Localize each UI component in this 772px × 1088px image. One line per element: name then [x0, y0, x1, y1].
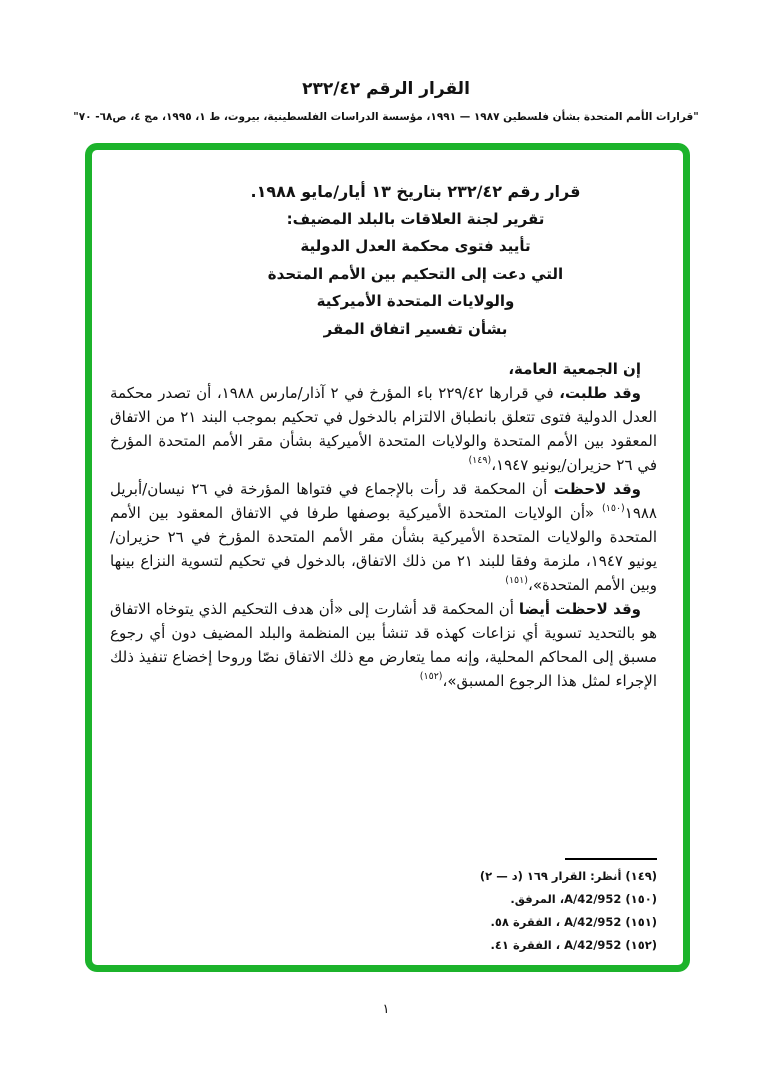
resolution-subheading-3: التي دعت إلى التحكيم بين الأمم المتحدة — [267, 264, 564, 283]
resolution-subheading-2: تأييد فتوى محكمة العدل الدولية — [300, 237, 531, 255]
paragraph-1-text: في قرارها ٢٢٩/٤٢ باء المؤرخ في ٢ آذار/مارس ١٩٨٨، أن تصدر محكمة العدل الدولية فتوى تتعلق بانطباق الالتزام بالدخول في تحكيم بموجب البند ٢١ من الاتفاق المعقود بين الأمم المتحدة والولايات المتحدة الأميركية بشأن مقر الأمم المتحدة المؤرخ في ٢٦ حزيران/يونيو ١٩٤٧، — [110, 384, 658, 474]
footnote-149: (١٤٩) أنظر: القرار ١٦٩ (د — ٢) — [479, 869, 657, 883]
footnote-ref-152: (١٥٢) — [419, 671, 443, 682]
source-citation: "قرارات الأمم المتحدة بشأن فلسطين ١٩٨٧ — ١٩٩١، مؤسسة الدراسات الفلسطينية، بيروت، ط ١، ١٩٩٥، مج ٤، ص٦٨- ٧٠" — [73, 111, 699, 123]
paragraph-3 — [110, 597, 657, 693]
page-number: ١ — [382, 1002, 390, 1017]
paragraph-1 — [110, 381, 657, 477]
resolution-subheading-4: والولايات المتحدة الأميركية — [316, 292, 515, 310]
paragraph-3-text: أن المحكمة قد أشارت إلى «أن هدف التحكيم الذي يتوخاه الاتفاق هو بالتحديد تسوية أي نزاعات كهذه قد تنشأ بين المنظمة والبلد المضيف دون أي رجوع مسبق إلى المحاكم المحلية، وإنه مما يتعارض مع ذلك الاتفاق نصّا وروحا إخضاع تنفيذ ذلك الإجراء لمثل هذا الرجوع المسبق»، — [110, 600, 657, 690]
paragraph-2 — [110, 477, 657, 597]
footnote-152: (١٥٢) A/42/952 ، الفقرة ٤١. — [490, 938, 657, 952]
paragraph-2-quote: «أن الولايات المتحدة الأميركية بوصفها طرفا في الاتفاق المعقود بين الأمم المتحدة والولايات المتحدة الأميركية بشأن مقر الأمم المتحدة المؤرخ في ٢٦ حزيران/يونيو ١٩٤٧، ملزمة وفقا للبند ٢١ من ذلك الاتفاق، بالدخول في تحكيم لتسوية النزاع بينها وبين الأمم المتحدة»، — [110, 504, 657, 594]
footnote-151: (١٥١) A/42/952 ، الفقرة ٥٨. — [490, 915, 657, 929]
footnote-ref-151: (١٥١) — [505, 575, 528, 586]
footnote-ref-150: (١٥٠) — [602, 503, 625, 514]
footnotes-block — [110, 858, 657, 957]
paragraph-3-lead: وقد لاحظت أيضا — [518, 600, 641, 618]
paragraph-1-lead: وقد طلبت، — [559, 384, 642, 402]
resolution-title: قرار رقم ٢٣٢/٤٢ بتاريخ ١٣ أيار/مايو ١٩٨٨. — [250, 182, 581, 201]
preamble: إن الجمعية العامة، — [508, 360, 641, 378]
paragraph-2-text: أن المحكمة قد رأت بالإجماع في فتواها المؤرخة في ٢٦ نيسان/أبريل ١٩٨٨ — [110, 480, 657, 522]
document-frame — [85, 143, 690, 972]
footnote-ref-149: (١٤٩) — [468, 455, 492, 466]
resolution-subheading-1: تقرير لجنة العلاقات بالبلد المضيف: — [286, 209, 545, 228]
resolution-heading-block — [142, 178, 689, 343]
paragraph-2-lead: وقد لاحظت — [553, 480, 641, 498]
footnote-150: (١٥٠) A/42/952، المرفق. — [510, 892, 657, 906]
document-body — [110, 150, 657, 693]
footnote-separator — [565, 858, 657, 860]
page-title: القرار الرقم ٢٣٢/٤٢ — [302, 79, 470, 99]
resolution-subheading-5: بشأن تفسير اتفاق المقر — [323, 319, 508, 338]
